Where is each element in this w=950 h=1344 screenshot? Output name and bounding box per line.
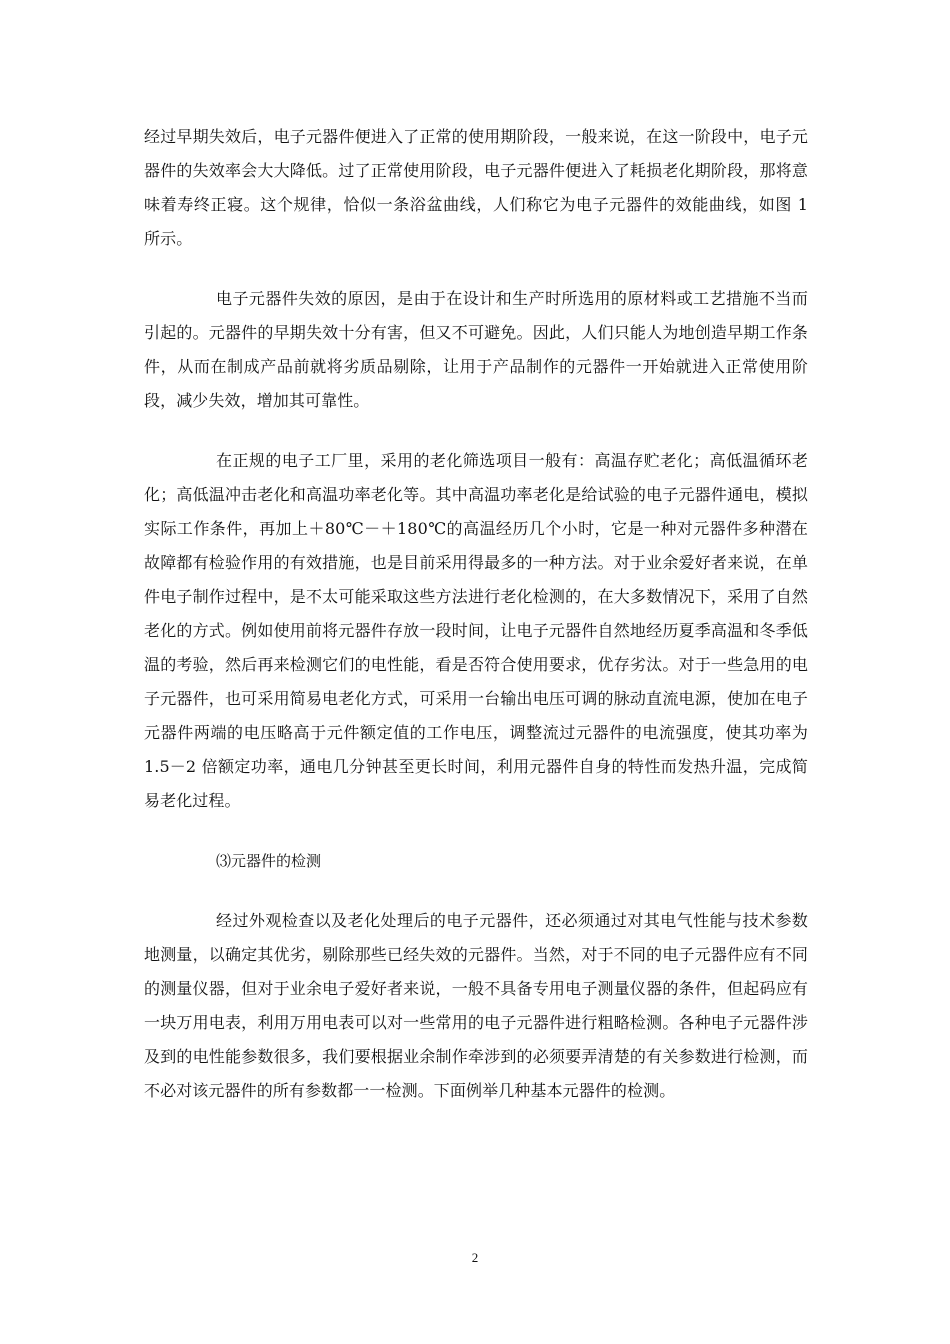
paragraph-component-testing: 经过外观检查以及老化处理后的电子元器件，还必须通过对其电气性能与技术参数地测量，以确定其优劣，剔除那些已经失效的元器件。当然，对于不同的电子元器件应有不同的测量仪器，但对于业余电子爱好者来说，一般不具备专用电子测量仪器的条件，但起码应有一块万用电表，利用万用电表可以对一些常用的电子元器件进行粗略检测。各种电子元器件涉及到的电性能参数很多，我们要根据业余制作牵涉到的必须要弄清楚的有关参数进行检测，而不必对该元器件的所有参数都一一检测。下面例举几种基本元器件的检测。 [144,911,808,1100]
paragraph-aging-screening: 在正规的电子工厂里，采用的老化筛选项目一般有：高温存贮老化；高低温循环老化；高低温冲击老化和高温功率老化等。其中高温功率老化是给试验的电子元器件通电，模拟实际工作条件，再加上＋80℃－＋180℃的高温经历几个小时，它是一种对元器件多种潜在故障都有检验作用的有效措施，也是目前采用得最多的一种方法。对于业余爱好者来说，在单件电子制作过程中，是不太可能采取这些方法进行老化检测的，在大多数情况下，采用了自然老化的方式。例如使用前将元器件存放一段时间，让电子元器件自然地经历夏季高温和冬季低温的考验，然后再来检测它们的电性能，看是否符合使用要求，优存劣汰。对于一些急用的电子元器件，也可采用简易电老化方式，可采用一台输出电压可调的脉动直流电源，使加在电子元器件两端的电压略高于元件额定值的工作电压，调整流过元器件的电流强度，使其功率为 1.5－2 倍额定功率，通电几分钟甚至更长时间，利用元器件自身的特性而发热升温，完成简易老化过程。 [144,451,808,810]
page-number: 2 [471,1250,479,1265]
paragraph-efficiency-curve: 经过早期失效后，电子元器件便进入了正常的使用期阶段，一般来说，在这一阶段中，电子元器件的失效率会大大降低。过了正常使用阶段，电子元器件便进入了耗损老化期阶段，那将意味着寿终正寝。这个规律，恰似一条浴盆曲线，人们称它为电子元器件的效能曲线，如图 1 所示。 [144,127,808,248]
page-content [144,120,808,1134]
paragraph-failure-causes: 电子元器件失效的原因，是由于在设计和生产时所选用的原材料或工艺措施不当而引起的。元器件的早期失效十分有害，但又不可避免。因此，人们只能人为地创造早期工作条件，从而在制成产品前就将劣质品剔除，让用于产品制作的元器件一开始就进入正常使用阶段，减少失效，增加其可靠性。 [144,289,808,410]
section-heading-component-testing: ⑶元器件的检测 [216,852,322,870]
